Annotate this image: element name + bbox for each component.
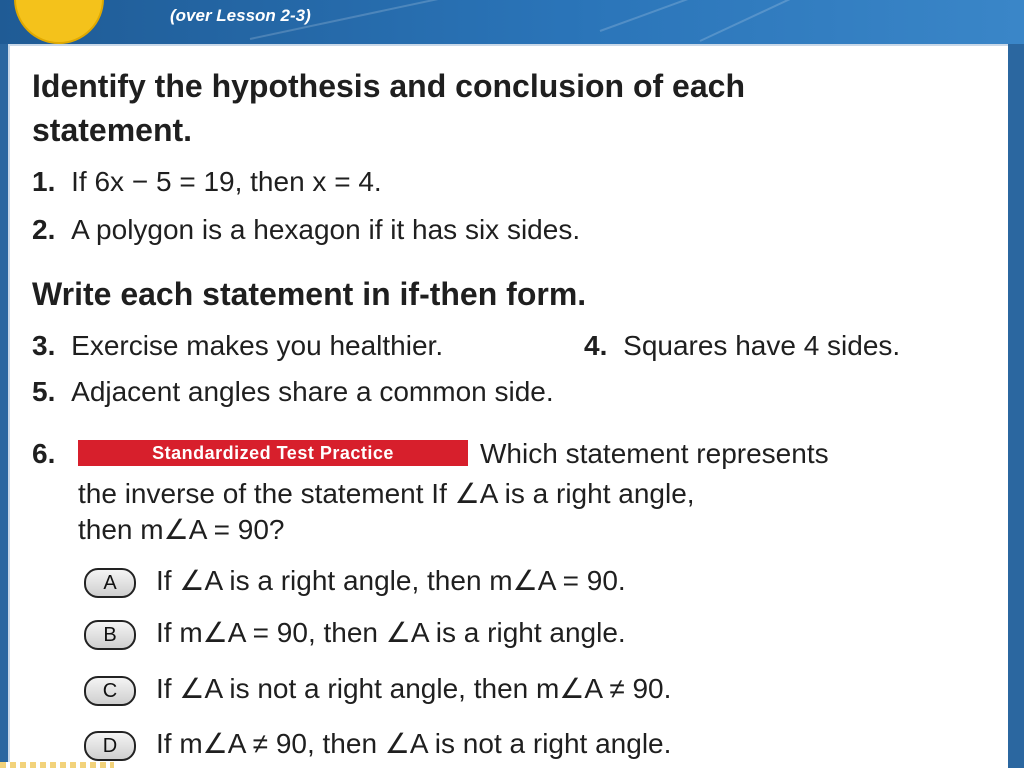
item-number: 1. <box>32 166 56 197</box>
choice-a-bubble[interactable]: A <box>84 568 136 598</box>
item-text: Exercise makes you healthier. <box>71 330 444 361</box>
item-text: Squares have 4 sides. <box>623 330 901 361</box>
choice-d-text: If m∠A ≠ 90, then ∠A is not a right angle. <box>156 728 672 759</box>
section2-heading: Write each statement in if-then form. <box>32 276 587 312</box>
header-banner <box>0 0 1024 44</box>
choice-b-bubble[interactable]: B <box>84 620 136 650</box>
section1-heading-line1: Identify the hypothesis and conclusion of each <box>32 68 745 104</box>
item-number: 2. <box>32 214 56 245</box>
list-item <box>32 376 554 408</box>
choice-c-text: If ∠A is not a right angle, then m∠A ≠ 90. <box>156 673 672 704</box>
list-item <box>32 166 382 198</box>
list-item <box>32 214 580 246</box>
item-number: 5. <box>32 376 56 407</box>
item-number: 3. <box>32 330 56 361</box>
question-text-line3: then m∠A = 90? <box>78 514 285 545</box>
choice-a-text: If ∠A is a right angle, then m∠A = 90. <box>156 565 626 596</box>
list-item <box>32 330 443 362</box>
section1-heading-line2: statement. <box>32 112 193 148</box>
frame-left <box>0 44 8 768</box>
item-text: If 6x − 5 = 19, then x = 4. <box>71 166 382 197</box>
list-item <box>584 330 900 362</box>
lesson-subtitle: (over Lesson 2-3) <box>170 6 311 25</box>
question-text-line1: Which statement represents <box>480 438 829 469</box>
item-text: Adjacent angles share a common side. <box>71 376 554 407</box>
choice-c-bubble[interactable]: C <box>84 676 136 706</box>
standardized-test-badge: Standardized Test Practice <box>78 440 468 466</box>
banner-decor-line <box>600 0 883 32</box>
question-number <box>32 438 55 470</box>
frame-right <box>1008 44 1024 768</box>
bottom-decor-strip <box>0 762 114 768</box>
item-number: 6. <box>32 438 56 469</box>
item-text: A polygon is a hexagon if it has six sides. <box>71 214 581 245</box>
item-number: 4. <box>584 330 608 361</box>
question-text-line2: the inverse of the statement If ∠A is a right angle, <box>78 478 695 509</box>
choice-b-text: If m∠A = 90, then ∠A is a right angle. <box>156 617 626 648</box>
banner-decor-line <box>700 0 973 42</box>
choice-d-bubble[interactable]: D <box>84 731 136 761</box>
lesson-badge-circle <box>14 0 104 44</box>
